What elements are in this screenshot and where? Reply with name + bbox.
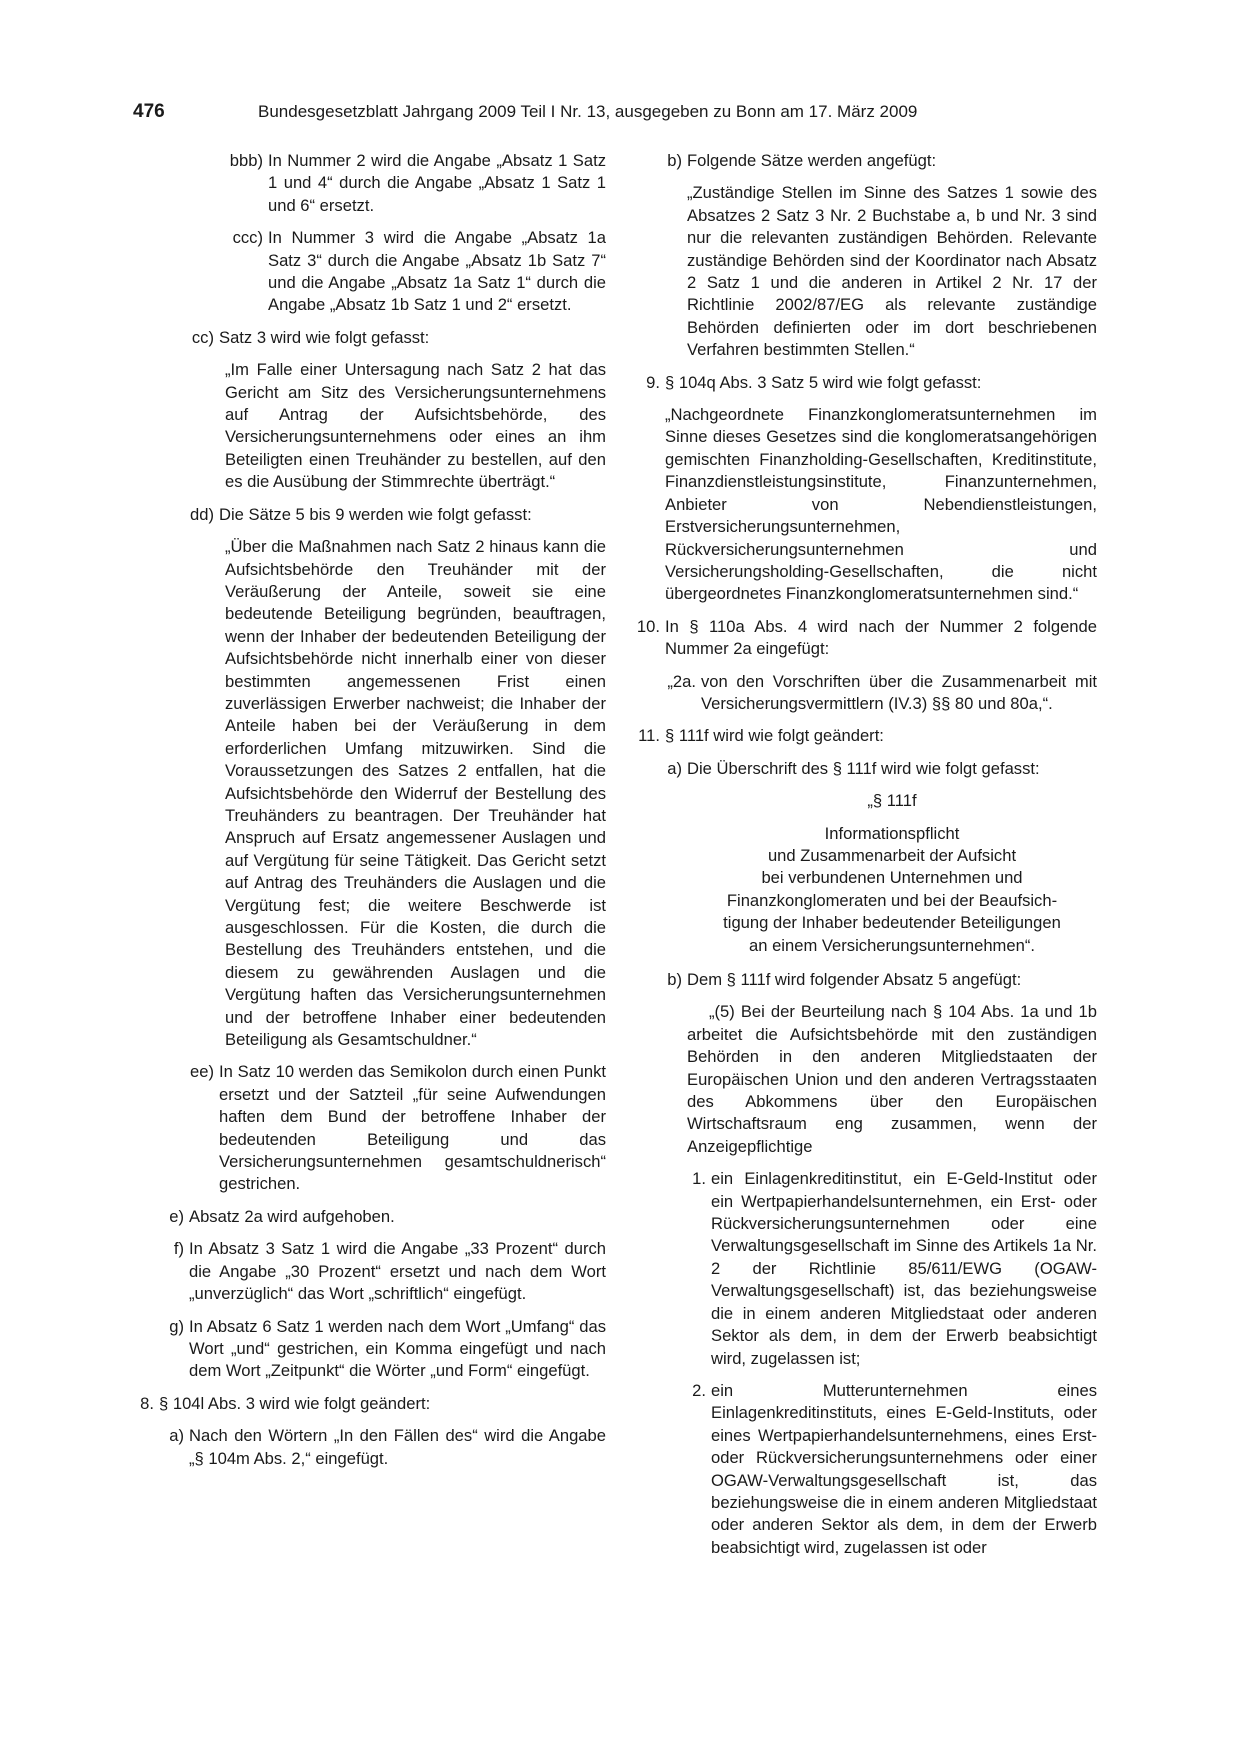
item-e	[147, 1206, 606, 1228]
text-8a: Nach den Wörtern „In den Fällen des“ wird die Angabe „§ 104m Abs. 2,“ eingefügt.	[189, 1426, 606, 1468]
text-cc: Satz 3 wird wie folgt gefasst:	[219, 327, 430, 347]
text-10: In § 110a Abs. 4 wird nach der Nummer 2 folgende Nummer 2a eingefügt:	[665, 616, 1097, 659]
marker-8a: a)	[169, 1426, 184, 1446]
item-b	[643, 150, 1097, 172]
item-10-2a	[665, 671, 1097, 716]
page-number: 476	[133, 101, 165, 122]
text-9: § 104q Abs. 3 Satz 5 wird wie folgt gefasst:	[665, 372, 982, 392]
item-cc	[181, 327, 606, 349]
marker-ee: ee)	[190, 1062, 214, 1082]
text-11: § 111f wird wie folgt geändert:	[665, 726, 884, 746]
heading-line-5: tigung der Inhaber bedeutender Beteiligungen	[723, 913, 1061, 933]
heading-section-number: „§ 111f	[867, 791, 917, 811]
text-11a: Die Überschrift des § 111f wird wie folgt gefasst:	[687, 758, 1040, 778]
page-header	[133, 101, 1017, 125]
marker-g: g)	[169, 1316, 184, 1336]
item-f	[147, 1238, 606, 1305]
heading-line-3: bei verbundenen Unternehmen und	[761, 868, 1023, 888]
marker-e: e)	[169, 1206, 184, 1226]
text-dd: Die Sätze 5 bis 9 werden wie folgt gefasst:	[219, 504, 532, 524]
text-e: Absatz 2a wird aufgehoben.	[189, 1206, 395, 1226]
heading-line-6: an einem Versicherungsunternehmen“.	[749, 935, 1035, 955]
item-dd	[181, 504, 606, 526]
item-g	[147, 1316, 606, 1383]
marker-f: f)	[173, 1239, 184, 1259]
heading-line-2: und Zusammenarbeit der Aufsicht	[767, 845, 1017, 865]
marker-9: 9.	[646, 372, 660, 392]
gazette-title: Bundesgesetzblatt Jahrgang 2009 Teil I Nr. 13, ausgegeben zu Bonn am 17. März 2009	[258, 102, 918, 121]
heading-title	[687, 823, 1097, 957]
left-column	[133, 150, 606, 1480]
marker-11b: b)	[667, 970, 682, 989]
text-ee: In Satz 10 werden das Semikolon durch einen Punkt ersetzt und der Satzteil „für seine Aufwendungen haften dem Bund der betroffene Inhaber der bedeutenden Beteiligung und das Versicherungsunternehmen gesamtschuldnerisch“ gestrichen.	[219, 1062, 606, 1194]
marker-8: 8.	[140, 1393, 154, 1413]
item-abs5-1	[687, 1168, 1097, 1370]
item-11b	[643, 969, 1097, 991]
text-bbb: In Nummer 2 wird die Angabe „Absatz 1 Satz 1 und 4“ durch die Angabe „Absatz 1 Satz 1 und 6“ ersetzt.	[268, 151, 606, 215]
text-abs5-2: ein Mutterunternehmen eines Einlagenkreditinstituts, eines E-Geld-Instituts, oder eines Wertpapierhandelsunternehmens, eines Erst- oder Rückversicherungsunternehmens oder einer OGAW-Verwaltungsgesellschaft ist, das beziehungsweise die in einem anderen Mitgliedstaat oder anderen Sektor als dem, in dem der Erwerb beabsichtigt wird, zugelassen ist oder	[711, 1380, 1097, 1557]
marker-cc: cc)	[191, 327, 214, 347]
marker-10-2a: „2a.	[667, 671, 696, 691]
text-f: In Absatz 3 Satz 1 wird die Angabe „33 Prozent“ durch die Angabe „30 Prozent“ ersetzt und nach dem Wort „unverzüglich“ das Wort „schriftlich“ eingefügt.	[189, 1239, 606, 1304]
marker-dd: dd)	[190, 504, 214, 524]
item-ee	[181, 1061, 606, 1195]
item-11a	[643, 758, 1097, 780]
item-ccc	[223, 227, 606, 317]
text-b: Folgende Sätze werden angefügt:	[687, 151, 937, 170]
marker-abs5-2: 2.	[692, 1380, 706, 1400]
marker-11a: a)	[667, 758, 682, 778]
quote-abs5: „(5) Bei der Beurteilung nach § 104 Abs. 1a und 1b arbeitet die Aufsichtsbehörde mit den zuständigen Behörden in den anderen Mitgliedstaaten der Europäischen Union und den anderen Vertragsstaaten des Abkommens über den Europäischen Wirtschaftsraum eng zusammen, wenn der Anzeigepflichtige	[687, 1002, 1097, 1156]
quote-b: „Zuständige Stellen im Sinne des Satzes 1 sowie des Absatzes 2 Satz 3 Nr. 2 Buchstabe a, b und Nr. 3 sind nur die relevanten zuständigen Behörden. Relevante zuständige Behörden sind der Koordinator nach Absatz 2 Satz 1 und die anderen in Artikel 2 Nr. 17 der Richtlinie 2002/87/EG als relevante zuständige Behörden definierten oder im dort beschriebenen Verfahren bestimmten Stellen.“	[687, 183, 1097, 360]
item-9	[643, 372, 1097, 394]
text-abs5-1: ein Einlagenkreditinstitut, ein E-Geld-Institut oder ein Wertpapierhandelsunternehmen, ein Erst- oder Rückversicherungsunternehmen oder eine Verwaltungsgesellschaft im Sinne des Artikels 1a Nr. 2 der Richtlinie 85/611/EWG (OGAW-Verwaltungsgesellschaft) ist, das beziehungsweise die in einem anderen Mitgliedstaat oder anderen Sektor als dem, in dem der Erwerb beabsichtigt wird, zugelassen ist;	[711, 1169, 1097, 1368]
item-abs5-2	[687, 1380, 1097, 1559]
text-g: In Absatz 6 Satz 1 werden nach dem Wort „Umfang“ das Wort „und“ gestrichen, ein Komma eingefügt und nach dem Wort „Zeitpunkt“ die Wörter „und Form“ eingefügt.	[189, 1316, 606, 1381]
item-11	[631, 725, 1097, 747]
marker-bbb: bbb)	[229, 151, 263, 170]
text-ccc: In Nummer 3 wird die Angabe „Absatz 1a Satz 3“ durch die Angabe „Absatz 1b Satz 7“ und die Angabe „Absatz 1a Satz 1“ durch die Angabe „Absatz 1b Satz 1 und 2“ ersetzt.	[268, 228, 606, 315]
item-bbb	[223, 150, 606, 217]
text-10-2a: von den Vorschriften über die Zusammenarbeit mit Versicherungsvermittlern (IV.3) §§ 80 und 80a,“.	[701, 671, 1097, 713]
heading-line-4: Finanzkonglomeraten und bei der Beaufsich-	[726, 890, 1058, 910]
quote-cc: „Im Falle einer Untersagung nach Satz 2 hat das Gericht am Sitz des Versicherungsunternehmens auf Antrag der Aufsichtsbehörde, des Versicherungsunternehmens oder eines an ihm Beteiligten einen Treuhänder zu bestellen, auf den es die Ausübung der Stimmrechte überträgt.“	[225, 360, 606, 492]
item-8a	[147, 1425, 606, 1470]
item-10	[631, 616, 1097, 661]
heading-line-1: Informationspflicht	[824, 823, 960, 843]
marker-ccc: ccc)	[232, 228, 263, 248]
marker-abs5-1: 1.	[692, 1169, 706, 1189]
quote-9: „Nachgeordnete Finanzkonglomeratsunternehmen im Sinne dieses Gesetzes sind die konglomeratsangehörigen gemischten Finanzholding-Gesellschaften, Kreditinstitute, Finanzdienstleistungsinstitute, Finanzunternehmen, Anbieter von Nebendienstleistungen, Erstversicherungsunternehmen, Rückversicherungsunternehmen und Versicherungsholding-Gesellschaften, die nicht übergeordnetes Finanzkonglomeratsunternehmen sind.“	[665, 405, 1097, 604]
right-column	[636, 150, 1097, 1569]
marker-10: 10.	[636, 616, 660, 636]
marker-b: b)	[667, 151, 682, 170]
text-11b: Dem § 111f wird folgender Absatz 5 angefügt:	[687, 970, 1022, 989]
quote-dd: „Über die Maßnahmen nach Satz 2 hinaus kann die Aufsichtsbehörde den Treuhänder mit der Veräußerung der Anteile, soweit sie eine bedeutende Beteiligung begründen, beauftragen, wenn der Inhaber der bedeutenden Beteiligung der Aufsichtsbehörde nicht innerhalb einer von dieser bestimmten angemessenen Frist einen zuverlässigen Erwerber nachweist; die Inhaber der Anteile haben bei der Veräußerung in dem erforderlichen Umfang mitzuwirken. Sind die Voraussetzungen des Satzes 2 entfallen, hat die Aufsichtsbehörde den Widerruf der Bestellung des Treuhänders zu beantragen. Der Treuhänder hat Anspruch auf Ersatz angemessener Auslagen und auf Vergütung für seine Tätigkeit. Das Gericht setzt auf Antrag des Treuhänders die Auslagen und die Vergütung fest; die weitere Beschwerde ist ausgeschlossen. Für die Kosten, die durch die Bestellung des Treuhänders entstehen, und die diesem zu gewährenden Auslagen und die Vergütung haften das Versicherungsunternehmen und der betroffene Inhaber einer bedeutenden Beteiligung als Gesamtschuldner.“	[225, 537, 606, 1050]
text-8: § 104l Abs. 3 wird wie folgt geändert:	[159, 1393, 431, 1413]
marker-11: 11.	[638, 726, 660, 746]
item-8	[133, 1393, 606, 1415]
